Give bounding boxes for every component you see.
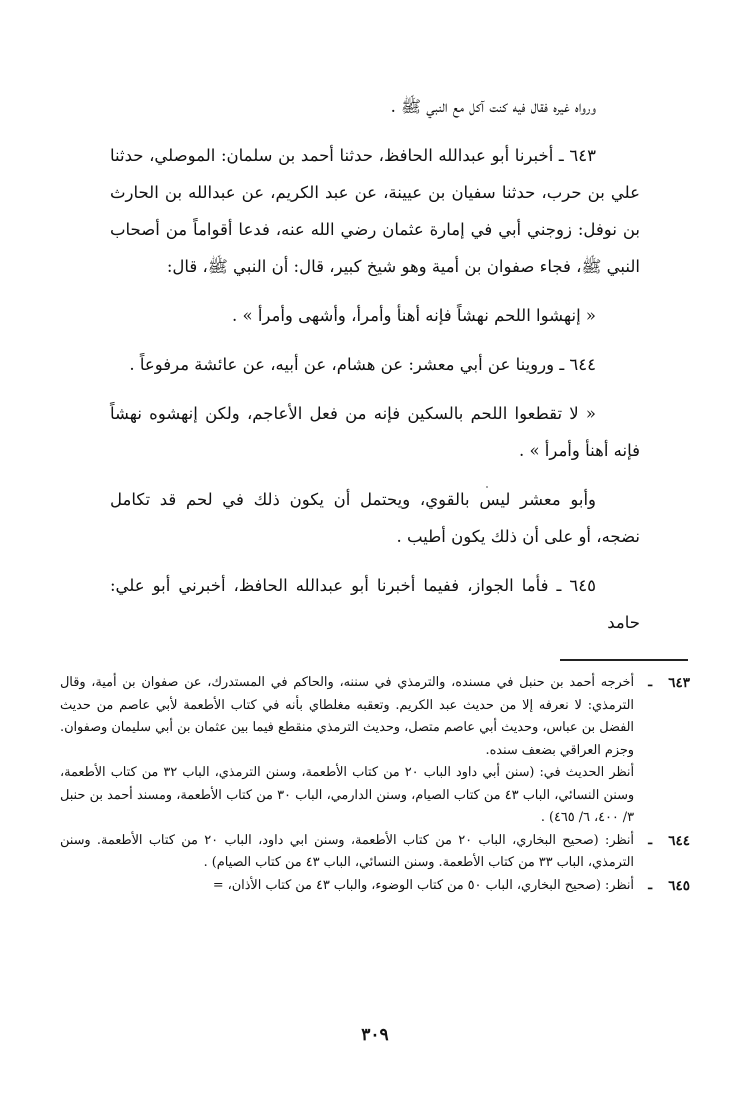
footnote-645 [60,875,690,898]
footnote-text: أنظر: (صحيح البخاري، الباب ٢٠ من كتاب الأطعمة، وسنن ابي داود، الباب ٢٠ من كتاب الأطعمة. وسنن الترمذي، الباب ٣٣ من كتاب الأطعمة. وسنن النسائي، الباب ٤٣ من كتاب الصيام) . [60,832,634,870]
footnote-divider [560,659,688,661]
footnote-number: ٦٤٣ [668,675,690,691]
scan-speck [486,486,488,488]
footnote-643 [60,672,690,830]
hadith-643-text: « إنهشوا اللحم نهشاً فإنه أهنأ وأمرأ، وأشهى وأمرأ » . [231,306,596,325]
main-text [110,88,640,653]
footnote-number: ٦٤٥ [668,877,690,894]
footnote-dash: ـ [648,877,652,893]
footnote-extra: أنظر الحديث في: (سنن أبي داود الباب ٢٠ من كتاب الأطعمة، وسنن الترمذي، الباب ٣٢ من كتاب الأطعمة، وسنن النسائي، الباب ٤٣ من كتاب الصيام، وسنن الدارمي، الباب ٣٠ من كتاب الأطعمة، ومسند أحمد بن حنبل ٣/ ٤٠٠، ٦/ ٤٦٥) . [60,765,634,825]
commentary-paragraph: وأبو معشر ليس بالقوي، ويحتمل أن يكون ذلك في لحم قد تكامل نضجه، أو على أن ذلك يكون أطيب . [110,490,640,546]
footnote-text: أخرجه أحمد بن حنبل في مسنده، والترمذي في سننه، والحاكم في المستدرك، عن صفوان بن أمية، وقال الترمذي: لا نعرفه إلا من حديث عبد الكريم. وتعقبه مغلطاي بأنه في كتاب الأطعمة لأبي عاصم من حديث الفضل بن عباس، وحديث أبي عاصم متصل، وحديث الترمذي منقطع فيما بين عثمان بن أبي سليمان وصفوان. وجزم العراقي بضعف سنده. [60,675,634,758]
footnotes [60,672,690,897]
hadith-645-chain: ٦٤٥ ـ فأما الجواز، ففيما أخبرنا أبو عبدالله الحافظ، أخبرني أبو علي: حامد [110,576,640,632]
hadith-644-chain: ٦٤٤ ـ وروينا عن أبي معشر: عن هشام، عن أبيه، عن عائشة مرفوعاً . [129,355,596,374]
hadith-644-text: « لا تقطعوا اللحم بالسكين فإنه من فعل الأعاجم، ولكن إنهشوه نهشاً فإنه أهنأ وأمرأ » . [110,404,640,460]
footnote-dash: ـ [648,832,652,848]
page-number: ٣٠٩ [361,1025,389,1045]
footnote-body [60,830,634,875]
footnote-number: ٦٤٤ [668,832,690,849]
footnote-text: أنظر: (صحيح البخاري، الباب ٥٠ من كتاب الوضوء، والباب ٤٣ من كتاب الأذان، = [212,877,634,893]
footnote-dash: ـ [648,675,652,690]
intro-paragraph: ورواه غيره فقال فيه كنت آكل مع النبي ﷺ . [390,97,596,116]
hadith-643-chain: ٦٤٣ ـ أخبرنا أبو عبدالله الحافظ، حدثنا أحمد بن سلمان: الموصلي، حدثنا علي بن حرب، حدثنا سفيان بن عيينة، عن عبد الكريم، عن عبدالله بن الحارث بن نوفل: زوجني أبي في إمارة عثمان رضي الله عنه، فدعا أقواماً من أصحاب النبي ﷺ، فجاء صفوان بن أمية وهو شيخ كبير، قال: أن النبي ﷺ، قال: [110,146,640,276]
footnote-644 [60,830,690,875]
footnote-body [60,672,634,830]
footnote-body [60,875,634,898]
